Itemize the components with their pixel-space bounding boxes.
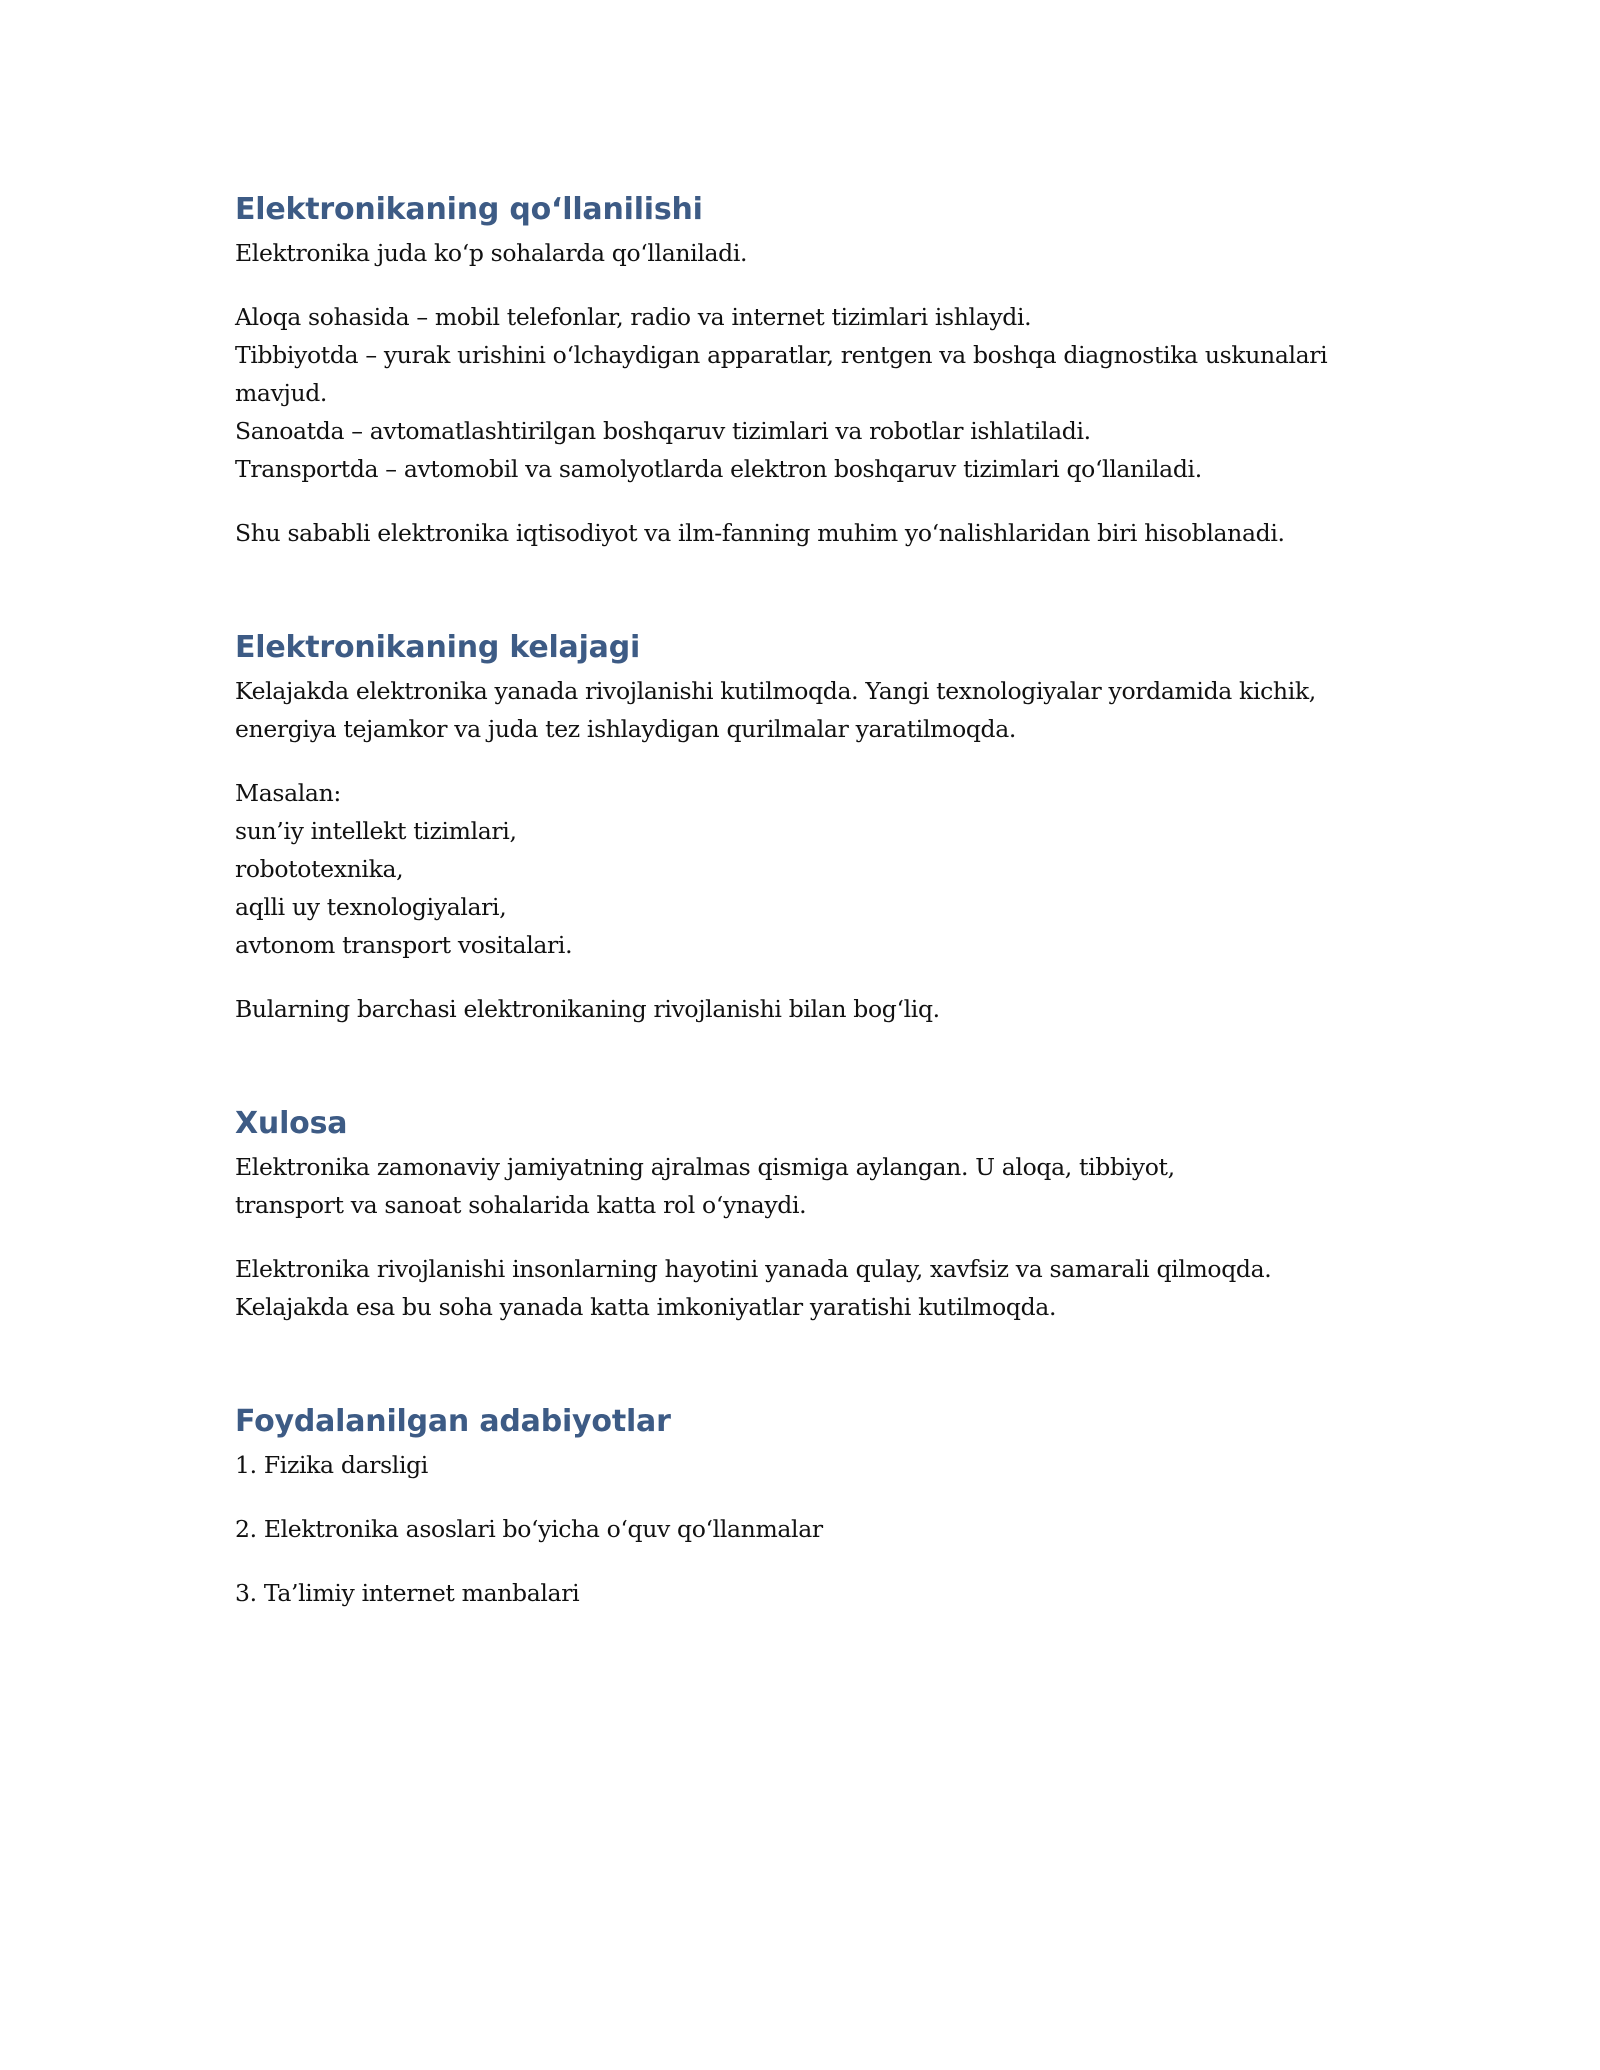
list-item: sun’iy intellekt tizimlari, [235, 817, 517, 845]
list-item: aqlli uy texnologiyalari, [235, 893, 507, 921]
paragraph [235, 774, 1365, 964]
text-line: Kelajakda esa bu soha yanada katta imkoniyatlar yaratishi kutilmoqda. [235, 1293, 1057, 1321]
paragraph [235, 514, 1365, 552]
text-line: Elektronika rivojlanishi insonlarning hayotini yanada qulay, xavfsiz va samarali qilmoqda. [235, 1255, 1272, 1283]
paragraph [235, 1250, 1365, 1326]
section-future [235, 624, 1365, 1028]
text-line: Tibbiyotda – yurak urishini o‘lchaydigan apparatlar, rentgen va boshqa diagnostika uskunalari [235, 341, 1328, 369]
paragraph [235, 1148, 1365, 1224]
reference-item [235, 1446, 1365, 1484]
list-item: avtonom transport vositalari. [235, 931, 573, 959]
text-line: Elektronika juda ko‘p sohalarda qo‘llaniladi. [235, 239, 748, 267]
paragraph [235, 234, 1365, 272]
text-line: Bularning barchasi elektronikaning rivojlanishi bilan bog‘liq. [235, 995, 940, 1023]
section-heading: Elektronikaning qo‘llanilishi [235, 192, 703, 227]
section-heading: Elektronikaning kelajagi [235, 630, 641, 665]
text-line: Aloqa sohasida – mobil telefonlar, radio va internet tizimlari ishlaydi. [235, 303, 1032, 331]
text-line: Transportda – avtomobil va samolyotlarda elektron boshqaruv tizimlari qo‘llaniladi. [235, 455, 1202, 483]
paragraph [235, 990, 1365, 1028]
document-page [235, 186, 1365, 1684]
text-line: Elektronika zamonaviy jamiyatning ajralmas qismiga aylangan. U aloqa, tibbiyot, [235, 1153, 1175, 1181]
text-line: energiya tejamkor va juda tez ishlaydigan qurilmalar yaratilmoqda. [235, 715, 1017, 743]
text-line: 3. Ta’limiy internet manbalari [235, 1579, 580, 1607]
text-line: Shu sababli elektronika iqtisodiyot va ilm-fanning muhim yo‘nalishlaridan biri hisoblanadi. [235, 519, 1285, 547]
text-line: mavjud. [235, 379, 328, 407]
section-conclusion [235, 1100, 1365, 1326]
text-line: 1. Fizika darsligi [235, 1451, 428, 1479]
section-references [235, 1398, 1365, 1612]
text-line: Masalan: [235, 779, 341, 807]
paragraph [235, 298, 1365, 488]
list-item: robototexnika, [235, 855, 404, 883]
section-applications [235, 186, 1365, 552]
text-line: transport va sanoat sohalarida katta rol o‘ynaydi. [235, 1191, 807, 1219]
text-line: Sanoatda – avtomatlashtirilgan boshqaruv tizimlari va robotlar ishlatiladi. [235, 417, 1091, 445]
reference-item [235, 1574, 1365, 1612]
paragraph [235, 672, 1365, 748]
reference-item [235, 1510, 1365, 1548]
section-heading: Foydalanilgan adabiyotlar [235, 1404, 671, 1439]
text-line: 2. Elektronika asoslari bo‘yicha o‘quv qo‘llanmalar [235, 1515, 823, 1543]
section-heading: Xulosa [235, 1106, 348, 1141]
text-line: Kelajakda elektronika yanada rivojlanishi kutilmoqda. Yangi texnologiyalar yordamida kichik, [235, 677, 1316, 705]
